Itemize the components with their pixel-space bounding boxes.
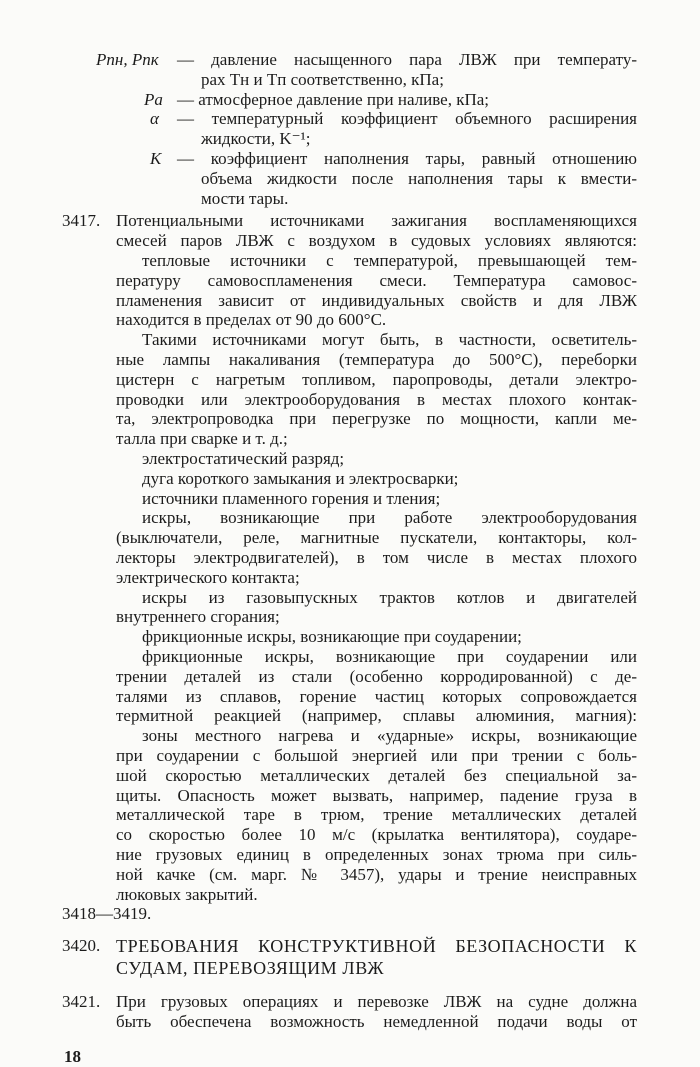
text-line: талла при сварке и т. д.; — [116, 429, 288, 448]
section-heading: СУДАМ, ПЕРЕВОЗЯЩИМ ЛВЖ — [116, 958, 385, 978]
text-line: талями из сплавов, горение частиц которых сопровождается — [116, 687, 637, 706]
text-line: искры из газовыпускных трактов котлов и двигателей — [142, 588, 637, 607]
text-line: та, электропроводка при перегрузке по мощности, капли ме- — [116, 409, 637, 428]
text-line: ные лампы накаливания (температура до 500°С), переборки — [116, 350, 637, 369]
text-line: электрического контакта; — [116, 568, 300, 587]
definition-symbol: K — [150, 149, 162, 168]
text-line: трении деталей из стали (особенно корродированной) с де- — [116, 667, 637, 686]
section-number: 3417. — [62, 211, 101, 230]
text-line: тепловые источники с температурой, превышающей тем- — [142, 251, 637, 270]
definition-text: мости тары. — [201, 189, 289, 208]
text-line: Потенциальными источниками зажигания воспламеняющихся — [116, 211, 637, 230]
text-line: цистерн с нагретым топливом, паропроводы, детали электро- — [116, 370, 637, 389]
text-line: щиты. Опасность может вызвать, например, падение груза в — [116, 786, 637, 805]
text-line: со скоростью более 10 м/с (крылатка вентилятора), соударе- — [116, 825, 637, 844]
definition-text: рах Tн и Tп соответственно, кПа; — [201, 70, 444, 89]
text-line: дуга короткого замыкания и электросварки; — [142, 469, 459, 488]
text-line: быть обеспечена возможность немедленной подачи воды от — [116, 1012, 637, 1031]
text-line: находится в пределах от 90 до 600°С. — [116, 310, 387, 329]
text-line: Такими источниками могут быть, в частности, осветитель- — [142, 330, 637, 349]
section-number: 3418—3419. — [62, 904, 152, 923]
text-line: фрикционные искры, возникающие при соударении; — [142, 627, 522, 646]
text-line: ной качке (см. марг. № 3457), удары и трение неисправных — [116, 865, 637, 884]
text-line: электростатический разряд; — [142, 449, 345, 468]
text-line: При грузовых операциях и перевозке ЛВЖ на судне должна — [116, 992, 637, 1011]
definition-symbol: α — [150, 109, 159, 128]
definition-text: — атмосферное давление при наливе, кПа; — [177, 90, 489, 109]
text-line: пламенения зависит от индивидуальных свойств и для ЛВЖ — [116, 291, 637, 310]
text-line: ние грузовых единиц в определенных зонах трюма при силь- — [116, 845, 637, 864]
definition-text: — температурный коэффициент объемного расширения — [177, 109, 637, 128]
section-number: 3420. — [62, 936, 101, 955]
text-line: внутреннего сгорания; — [116, 607, 280, 626]
definition-text: объема жидкости после наполнения тары к вмести- — [201, 169, 637, 188]
text-line: пературу самовоспламенения смеси. Температура самовос- — [116, 271, 637, 290]
definition-text: — коэффициент наполнения тары, равный отношению — [177, 149, 637, 168]
definition-symbol: Pпн, Pпк — [96, 50, 159, 69]
page-number: 18 — [64, 1047, 81, 1066]
text-line: люковых закрытий. — [116, 885, 258, 904]
text-line: (выключатели, реле, магнитные пускатели, контакторы, кол- — [116, 528, 637, 547]
text-line: термитной реакцией (например, сплавы алюминия, магния): — [116, 706, 637, 725]
section-heading: ТРЕБОВАНИЯ КОНСТРУКТИВНОЙ БЕЗОПАСНОСТИ К — [116, 936, 637, 956]
text-line: при соударении с большой энергией или при трении с боль- — [116, 746, 637, 765]
text-line: искры, возникающие при работе электрооборудования — [142, 508, 637, 527]
section-number: 3421. — [62, 992, 101, 1011]
text-line: лекторы электродвигателей), в том числе в местах плохого — [116, 548, 637, 567]
text-line: металлической таре в трюм, трение металлических деталей — [116, 805, 637, 824]
text-line: шой скоростью металлических деталей без специальной за- — [116, 766, 637, 785]
text-line: проводки или электрооборудования в местах плохого контак- — [116, 390, 637, 409]
text-line: фрикционные искры, возникающие при соударении или — [142, 647, 637, 666]
definition-text: жидкости, K⁻¹; — [201, 129, 311, 148]
text-line: зоны местного нагрева и «ударные» искры, возникающие — [142, 726, 637, 745]
definition-text: — давление насыщенного пара ЛВЖ при температу- — [177, 50, 637, 69]
text-line: смесей паров ЛВЖ с воздухом в судовых условиях являются: — [116, 231, 637, 250]
text-line: источники пламенного горения и тления; — [142, 489, 441, 508]
definition-symbol: Pа — [144, 90, 163, 109]
